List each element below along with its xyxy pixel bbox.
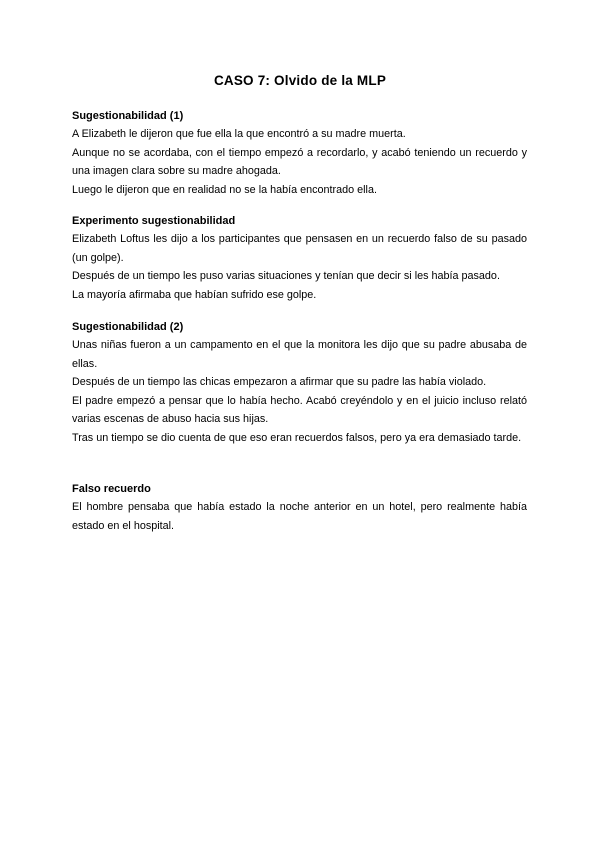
paragraph: La mayoría afirmaba que habían sufrido ese golpe. — [72, 288, 317, 301]
section-heading: Falso recuerdo — [72, 483, 151, 495]
section-heading: Sugestionabilidad (2) — [72, 321, 184, 333]
paragraph: Tras un tiempo se dio cuenta de que eso eran recuerdos falsos, pero ya era demasiado tarde. — [72, 431, 522, 444]
paragraph: A Elizabeth le dijeron que fue ella la que encontró a su madre muerta. — [72, 128, 406, 140]
paragraph: Unas niñas fueron a un campamento en el que la monitora les dijo que su padre abusaba de ellas. — [72, 339, 527, 370]
paragraph: Después de un tiempo les puso varias situaciones y tenían que decir si les había pasado. — [72, 270, 500, 282]
document-title: CASO 7: Olvido de la MLP — [213, 73, 387, 88]
paragraph: Después de un tiempo las chicas empezaron a afirmar que su padre las había violado. — [72, 376, 487, 388]
section-experimento — [72, 213, 527, 304]
section-sugestionabilidad-1 — [72, 108, 527, 199]
section-falso-recuerdo — [72, 481, 527, 535]
paragraph: Elizabeth Loftus les dijo a los participantes que pensasen en un recuerdo falso de su pasado (un golpe). — [72, 233, 527, 264]
paragraph: El hombre pensaba que había estado la noche anterior en un hotel, pero realmente había estado en el hospital. — [72, 501, 527, 532]
paragraph: Aunque no se acordaba, con el tiempo empezó a recordarlo, y acabó teniendo un recuerdo y una imagen clara sobre su madre ahogada. — [72, 146, 527, 177]
section-sugestionabilidad-2 — [72, 319, 527, 447]
section-heading: Experimento sugestionabilidad — [72, 215, 236, 227]
section-heading: Sugestionabilidad (1) — [72, 110, 184, 122]
paragraph: Luego le dijeron que en realidad no se la había encontrado ella. — [72, 183, 377, 196]
paragraph: El padre empezó a pensar que lo había hecho. Acabó creyéndolo y en el juicio incluso relató varias escenas de abuso hacia sus hijas. — [72, 394, 527, 425]
